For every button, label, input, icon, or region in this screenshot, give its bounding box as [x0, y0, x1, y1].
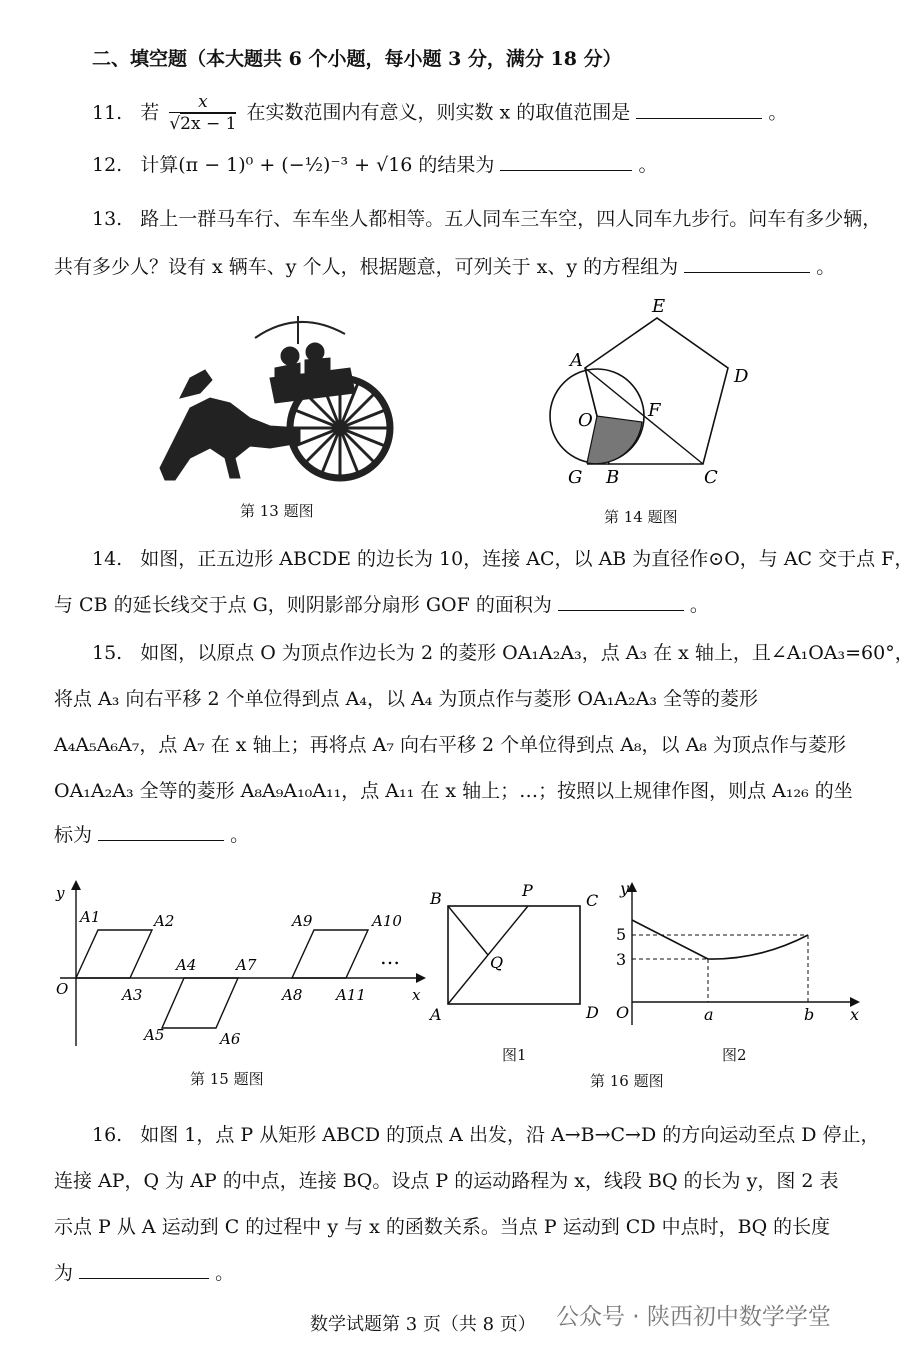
- answer-blank[interactable]: [636, 100, 762, 119]
- label-p: P: [522, 881, 533, 900]
- question-11: [92, 92, 787, 135]
- question-number: 14.: [92, 548, 123, 570]
- horse-shape: [160, 398, 300, 480]
- q11-frac-denominator: √2x − 1: [169, 114, 237, 134]
- answer-blank[interactable]: [98, 822, 224, 841]
- q11-radicand: 2x − 1: [180, 114, 237, 134]
- label-a10: A10: [372, 912, 402, 930]
- fig16-caption: 第 16 题图: [590, 1072, 664, 1090]
- label-f: F: [648, 400, 661, 421]
- answer-blank[interactable]: [79, 1260, 209, 1279]
- question-15-line1: [92, 640, 914, 666]
- tick-b: b: [804, 1005, 815, 1024]
- label-b: B: [606, 467, 620, 488]
- continuation-dots: …: [380, 945, 400, 969]
- rectangle-abcd: [448, 906, 580, 1004]
- label-b: B: [430, 889, 442, 908]
- function-graph-figure: [610, 880, 870, 1030]
- graph-curve-2: [708, 935, 808, 959]
- q12-end: 。: [638, 154, 658, 176]
- question-14-line1: [92, 546, 913, 572]
- rhombus-1: [76, 930, 152, 978]
- q11-suffix: 在实数范围内有意义，则实数 x 的取值范围是: [246, 101, 631, 124]
- label-a6: A6: [220, 1030, 241, 1048]
- label-a: A: [430, 1005, 442, 1024]
- question-16-line3: 示点 P 从 A 运动到 C 的过程中 y 与 x 的函数关系。当点 P 运动到 CD 中点时，BQ 的长度: [54, 1216, 831, 1238]
- q13-end: 。: [816, 256, 836, 278]
- rhombus-2: [162, 978, 238, 1028]
- question-number: 15.: [92, 642, 123, 664]
- question-number: 12.: [92, 154, 123, 176]
- label-a: A: [570, 350, 583, 371]
- q11-fraction: [169, 92, 236, 135]
- umbrella-canopy: [255, 322, 345, 338]
- label-y: y: [56, 884, 65, 902]
- x-axis-arrow: [416, 973, 426, 983]
- question-number: 11.: [92, 101, 123, 124]
- question-12: [92, 152, 658, 178]
- label-o: O: [578, 410, 593, 431]
- question-number: 13.: [92, 208, 123, 230]
- question-13-line2: [54, 254, 835, 280]
- label-c: C: [586, 891, 599, 910]
- rhombus-sequence-figure: [40, 876, 430, 1056]
- q14-end: 。: [689, 594, 709, 616]
- q13-line2: 共有多少人？设有 x 辆车、y 个人，根据题意，可列关于 x、y 的方程组为: [54, 256, 679, 278]
- carriage-wheel: [290, 378, 390, 478]
- label-c: C: [704, 467, 718, 488]
- shaded-sector-gof: [587, 416, 642, 464]
- label-x: x: [850, 1005, 860, 1024]
- graph-segment-1: [632, 920, 708, 959]
- tick-3: 3: [616, 950, 627, 969]
- q16-line1: 如图 1，点 P 从矩形 ABCD 的顶点 A 出发，沿 A→B→C→D 的方向运动至点 D 停止，: [140, 1124, 880, 1146]
- rectangle-figure: [426, 876, 606, 1026]
- pentagon-circle-figure: [540, 296, 770, 496]
- q16-end: 。: [215, 1262, 235, 1284]
- wechat-watermark: 公众号 · 陕西初中数学学堂: [556, 1304, 831, 1330]
- question-16-line4: [54, 1260, 234, 1286]
- label-a11: A11: [336, 986, 366, 1004]
- horse-head: [180, 370, 212, 398]
- carriage-illustration: [150, 308, 400, 488]
- label-o: O: [616, 1003, 630, 1022]
- fig13-caption: 第 13 题图: [240, 502, 314, 520]
- question-15-line3: A₄A₅A₆A₇，点 A₇ 在 x 轴上；再将点 A₇ 向右平移 2 个单位得到点 A₈，以 A₈ 为顶点作与菱形: [54, 734, 846, 756]
- q11-end: 。: [768, 101, 788, 124]
- q15-line5: 标为: [54, 824, 93, 846]
- label-a7: A7: [236, 956, 257, 974]
- label-d: D: [734, 366, 749, 387]
- q14-line2: 与 CB 的延长线交于点 G，则阴影部分扇形 GOF 的面积为: [54, 594, 552, 616]
- question-number: 16.: [92, 1124, 123, 1146]
- question-16-line2: 连接 AP，Q 为 AP 的中点，连接 BQ。设点 P 的运动路程为 x，线段 BQ 的长为 y，图 2 表: [54, 1170, 839, 1192]
- question-15-line2: 将点 A₃ 向右平移 2 个单位得到点 A₄，以 A₄ 为顶点作与菱形 OA₁A₂A₃ 全等的菱形: [54, 688, 759, 710]
- answer-blank[interactable]: [558, 592, 684, 611]
- y-axis-arrow: [71, 880, 81, 890]
- label-a9: A9: [292, 912, 313, 930]
- q15-line1: 如图，以原点 O 为顶点作边长为 2 的菱形 OA₁A₂A₃，点 A₃ 在 x 轴上，且∠A₁OA₃=60°，: [140, 642, 914, 664]
- q11-frac-numerator: x: [169, 92, 236, 113]
- fig15-caption: 第 15 题图: [190, 1070, 264, 1088]
- label-q: Q: [490, 953, 504, 972]
- page-footer: 数学试题第 3 页（共 8 页）: [310, 1314, 536, 1335]
- q13-line1: 路上一群马车行、车车坐人都相等。五人同车三车空，四人同车九步行。问车有多少辆，: [140, 208, 882, 230]
- rhombus-3: [292, 930, 368, 978]
- label-d: D: [586, 1003, 599, 1022]
- label-o: O: [56, 980, 69, 998]
- q14-line1: 如图，正五边形 ABCDE 的边长为 10，连接 AC，以 AB 为直径作⊙O，与 AC 交于点 F，: [140, 548, 914, 570]
- tick-a: a: [704, 1005, 714, 1024]
- question-14-line2: [54, 592, 709, 618]
- fig16-sub2-caption: 图2: [722, 1046, 747, 1064]
- answer-blank[interactable]: [500, 152, 632, 171]
- label-a1: A1: [80, 908, 101, 926]
- segment-bq: [448, 906, 488, 955]
- label-a2: A2: [154, 912, 175, 930]
- label-a8: A8: [282, 986, 303, 1004]
- q15-end: 。: [230, 824, 250, 846]
- question-16-line1: [92, 1122, 880, 1148]
- question-15-line5: [54, 822, 249, 848]
- label-a4: A4: [176, 956, 197, 974]
- fig16-sub1-caption: 图1: [502, 1046, 527, 1064]
- q12-text: 计算(π − 1)⁰ + (−½)⁻³ + √16 的结果为: [140, 154, 495, 176]
- label-a3: A3: [122, 986, 143, 1004]
- tick-5: 5: [616, 925, 627, 944]
- q11-prefix: 若: [140, 101, 160, 124]
- label-y: y: [620, 880, 630, 898]
- question-13-line1: [92, 206, 881, 232]
- label-a5: A5: [144, 1026, 165, 1044]
- answer-blank[interactable]: [684, 254, 810, 273]
- section-heading: 二、填空题（本大题共 6 个小题，每小题 3 分，满分 18 分）: [92, 48, 622, 70]
- label-g: G: [568, 467, 583, 488]
- question-15-line4: OA₁A₂A₃ 全等的菱形 A₈A₉A₁₀A₁₁，点 A₁₁ 在 x 轴上；…；按照以上规律作图，则点 A₁₂₆ 的坐: [54, 780, 853, 802]
- label-e: E: [652, 296, 666, 317]
- fig14-caption: 第 14 题图: [604, 508, 678, 526]
- label-x: x: [412, 986, 421, 1004]
- q16-line4: 为: [54, 1262, 74, 1284]
- rider-head: [281, 347, 299, 365]
